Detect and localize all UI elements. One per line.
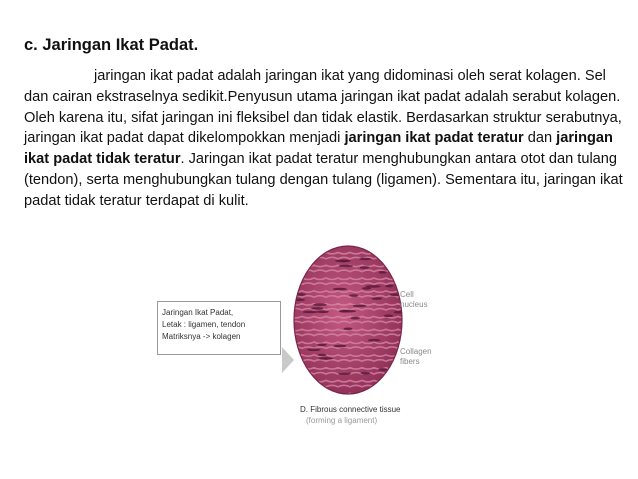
collagen-fiber: [290, 257, 408, 259]
label-collagen-fibers: [400, 347, 440, 367]
label-cell-nucleus: [400, 290, 440, 310]
cell-nucleus: [361, 372, 371, 375]
cell-nucleus: [359, 258, 371, 261]
info-box-line-3: Matriksnya -> kolagen: [162, 332, 241, 341]
paragraph-text-2: dan: [523, 130, 557, 147]
cell-nucleus: [311, 307, 323, 310]
tissue-oval: [294, 246, 402, 394]
cell-nucleus: [295, 382, 311, 385]
cell-nucleus: [360, 266, 370, 269]
cell-nucleus: [303, 311, 319, 314]
caption-title: D. Fibrous connective tissue: [300, 405, 401, 414]
caption-subtitle: (forming a ligament): [306, 416, 378, 425]
cell-nucleus: [368, 339, 380, 342]
paragraph-text-1: jaringan ikat padat adalah jaringan ikat yang didominasi oleh serat kolagen. Sel dan cairan ekstraselnya sedikit.Penyusun utama jaringan ikat padat adalah serabut kolagen. Oleh karena itu, sifat jaringan ini fleksibel dan tidak elastik. Berdasarkan struktur serabutnya, jaringan ikat padat dapat dikelompokkan menjadi: [24, 68, 622, 147]
cell-nucleus: [313, 303, 326, 306]
cell-nucleus: [351, 317, 360, 320]
cell-nucleus: [379, 271, 387, 274]
cell-nucleus: [317, 344, 326, 347]
label-nucleus: nucleus: [400, 300, 428, 309]
label-fibers: fibers: [400, 357, 420, 366]
cell-nucleus: [344, 328, 353, 331]
cell-nucleus: [339, 310, 349, 313]
paragraph-text-3: . Jaringan ikat padat teratur menghubungkan antara otot dan tulang (tendon), serta menghubungkan tulang dengan tulang (ligamen). Sementara itu, jaringan ikat padat tidak teratur terdapat di kulit.: [24, 151, 623, 209]
cell-nucleus: [334, 345, 347, 348]
cell-nucleus: [335, 260, 351, 263]
info-box: [157, 301, 281, 355]
collagen-fiber: [290, 380, 408, 382]
cell-nucleus: [318, 357, 333, 360]
term-irregular-dense: jaringan ikat padat tidak teratur: [24, 130, 613, 168]
info-box-line-2: Letak : ligamen, tendon: [162, 320, 246, 329]
cell-nucleus: [300, 250, 312, 253]
cell-nucleus: [389, 380, 404, 383]
figure-caption: [300, 404, 401, 426]
cell-nucleus: [338, 372, 351, 375]
label-cell: Cell: [400, 290, 414, 299]
cell-nucleus: [385, 285, 393, 288]
cell-nucleus: [339, 265, 353, 268]
cell-nucleus: [365, 285, 381, 288]
cell-nucleus: [307, 349, 321, 352]
label-collagen: Collagen: [400, 347, 432, 356]
cell-nucleus: [353, 305, 367, 308]
cell-nucleus: [378, 368, 387, 371]
collagen-fiber: [290, 252, 408, 254]
cell-nucleus: [317, 311, 329, 314]
cell-nucleus: [318, 354, 327, 357]
section-heading: c. Jaringan Ikat Padat.: [24, 36, 199, 54]
fibrous-tissue-illustration: [290, 240, 408, 400]
cell-nucleus: [333, 288, 347, 291]
cell-nucleus: [383, 315, 393, 318]
cell-nucleus: [349, 294, 358, 297]
collagen-fiber: [290, 385, 408, 387]
term-regular-dense: jaringan ikat padat teratur: [344, 130, 524, 147]
cell-nucleus: [301, 380, 311, 383]
cell-nucleus: [371, 297, 382, 300]
info-box-line-1: Jaringan Ikat Padat,: [162, 308, 234, 317]
tissue-figure: [0, 240, 638, 440]
body-paragraph: [24, 66, 624, 212]
cell-nucleus: [292, 299, 305, 302]
